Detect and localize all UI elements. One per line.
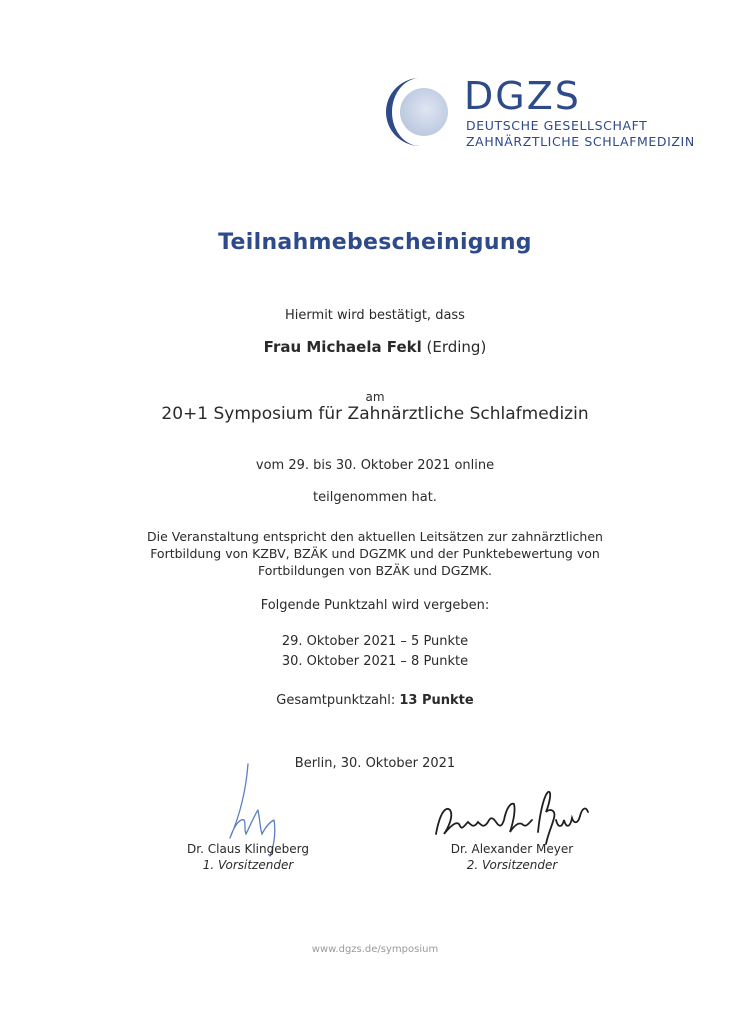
- statement-line: Fortbildungen von BZÄK und DGZMK.: [258, 563, 492, 578]
- accreditation-statement: [0, 528, 750, 579]
- participated-text: teilgenommen hat.: [313, 490, 437, 505]
- signatory-1-name: Dr. Claus Klingeberg: [187, 842, 309, 856]
- logo-abbreviation: DGZS: [464, 74, 581, 118]
- intro-text: Hiermit wird bestätigt, dass: [285, 308, 465, 323]
- points-intro: Folgende Punktzahl wird vergeben:: [260, 598, 490, 613]
- signatory-1: [168, 842, 328, 872]
- participant: [0, 338, 750, 356]
- points-day-2: 30. Oktober 2021 – 8 Punkte: [281, 654, 469, 669]
- signatory-1-role: 1. Vorsitzender: [202, 858, 294, 872]
- crescent-logo-icon: [386, 76, 456, 148]
- signatory-2-role: 2. Vorsitzender: [466, 858, 558, 872]
- event-title: 20+1 Symposium für Zahnärztliche Schlafmedizin: [161, 404, 589, 424]
- total-points: [0, 693, 750, 708]
- total-label: Gesamtpunktzahl:: [276, 693, 400, 708]
- dgzs-logo: [386, 74, 716, 154]
- points-day-1: 29. Oktober 2021 – 5 Punkte: [281, 634, 469, 649]
- event-dates: vom 29. bis 30. Oktober 2021 online: [255, 458, 495, 473]
- place-date: Berlin, 30. Oktober 2021: [294, 756, 456, 771]
- total-value: 13 Punkte: [399, 693, 474, 708]
- signatory-2: [432, 842, 592, 872]
- certificate-title: Teilnahmebescheinigung: [218, 230, 532, 255]
- am-text: am: [365, 390, 385, 404]
- statement-line: Fortbildung von KZBV, BZÄK und DGZMK und der Punktebewertung von: [150, 546, 600, 561]
- participant-name: Frau Michaela Fekl: [263, 338, 422, 356]
- statement-line: Die Veranstaltung entspricht den aktuellen Leitsätzen zur zahnärztlichen: [147, 529, 603, 544]
- logo-line-1: DEUTSCHE GESELLSCHAFT: [466, 118, 648, 133]
- participant-city: (Erding): [421, 338, 487, 356]
- signatory-2-name: Dr. Alexander Meyer: [450, 842, 574, 856]
- footer-url: www.dgzs.de/symposium: [311, 944, 439, 955]
- logo-line-2: ZAHNÄRZTLICHE SCHLAFMEDIZIN: [466, 134, 695, 149]
